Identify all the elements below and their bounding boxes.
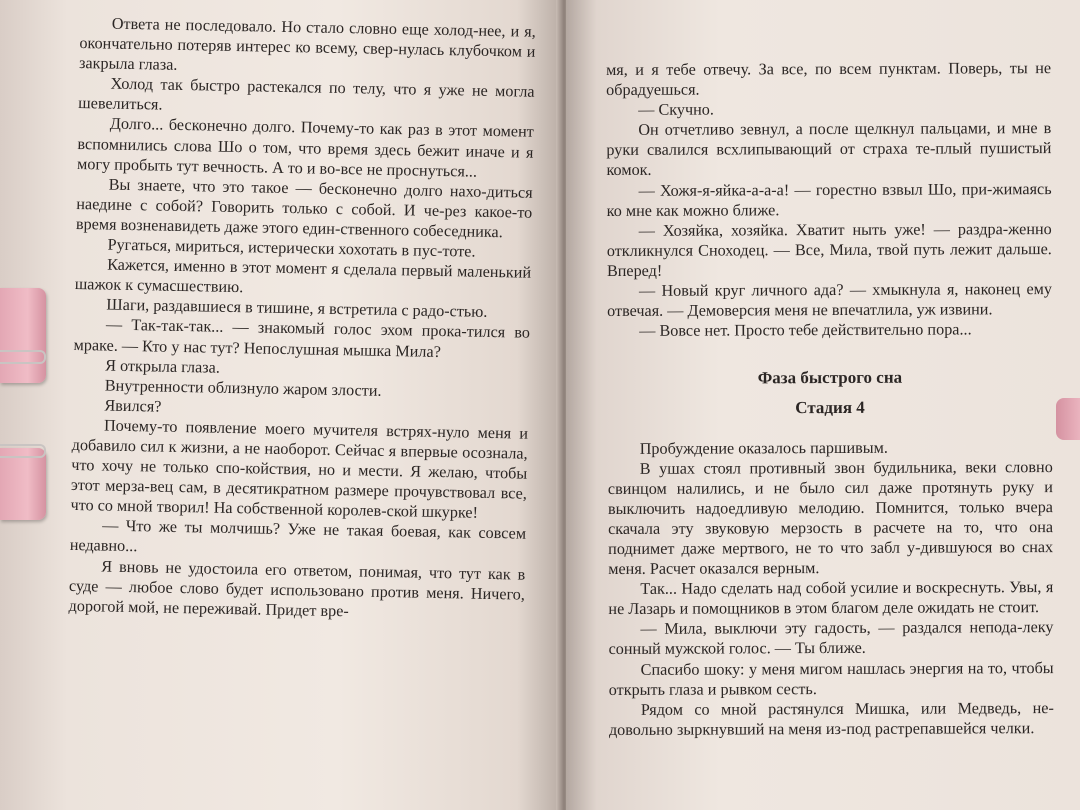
- paragraph: мя, и я тебе отвечу. За все, по всем пунктам. Поверь, ты не обрадуешься.: [606, 59, 1052, 100]
- paragraph: Явился?: [104, 396, 162, 416]
- right-page-text: [606, 58, 1054, 740]
- paragraph: Вы знаете, что это такое — бесконечно долго нахо-диться наедине с собой? Говорить только с собой. И че-рез какое-то время возненавидеть даже этого един-ственного собеседника.: [75, 175, 533, 242]
- paragraph: Кажется, именно в этот момент я сделала первый маленький шажок к сумасшествию.: [74, 255, 532, 297]
- paragraph: — Что же ты молчишь? Уже не такая боевая, как совсем недавно...: [69, 516, 527, 556]
- paragraph: — Вовсе нет. Просто тебе действительно пора...: [639, 320, 972, 341]
- paragraph: — Так-так-так... — знакомый голос эхом прока-тился во мраке. — Кто у нас тут? Непослушная мышка Мила?: [73, 315, 531, 361]
- paragraph: — Хозяйка, хозяйка. Хватит ныть уже! — раздра-женно откликнулся Сноходец. — Все, Мила, твой путь лежит дальше. Вперед!: [606, 219, 1052, 280]
- left-page-text: [68, 13, 535, 624]
- paragraph: Рядом со мной растянулся Мишка, или Медведь, не-довольно зыркнувший на меня из-под растрепавшейся челки.: [608, 698, 1054, 739]
- binder-clip-top: [0, 288, 46, 383]
- paragraph: Пробуждение оказалось паршивым.: [639, 438, 888, 458]
- paragraph: — Новый круг личного ада? — хмыкнула я, наконец ему отвечая. — Демоверсия меня не впечатлила, уж извини.: [607, 280, 1053, 321]
- paragraph: Долго... бесконечно долго. Почему-то как раз в этот момент вспомнились слова Шо о том, что время здесь бежит иначе и я могу пробыть тут вечность. А то и во-все не проснуться...: [76, 115, 534, 181]
- paragraph: — Скучно.: [638, 100, 714, 120]
- chapter-title: Фаза быстрого сна: [757, 368, 903, 388]
- paragraph: Внутренности облизнуло жаром злости.: [104, 376, 382, 400]
- binder-clip-right: [1056, 398, 1080, 440]
- paragraph: Я вновь не удостоила его ответом, понимая, что тут как в суде — любое слово будет использовано против меня. Ничего, дорогой мой, не переживай. Придет вре-: [68, 557, 526, 620]
- paragraph: Холод так быстро растекался по телу, что я уже не могла шевелиться.: [78, 74, 535, 114]
- paragraph: В ушах стоял противный звон будильника, веки словно свинцом налились, и не было сил даже протянуть руку и выключить надоедливую мелодию. Помнится, только вчера скачала эту звуковую мерзость в расчете на то, что она поднимет даже мертвого, не то что забл у-дившуюся во снах меня. Расчет оказался верным.: [607, 457, 1054, 579]
- paragraph: — Хожя-я-яйка-а-а-а! — горестно взвыл Шо, при-жимаясь ко мне как можно ближе.: [606, 179, 1052, 220]
- chapter-subtitle: Стадия 4: [795, 398, 865, 418]
- paragraph: Он отчетливо зевнул, а после щелкнул пальцами, и мне в руки свалился всхлипывающий от страха те-плый пушистый комок.: [606, 119, 1052, 180]
- clip-wire-bottom: [0, 444, 46, 458]
- paragraph: Ругаться, мириться, истерически хохотать в пус-тоте.: [107, 235, 476, 261]
- paragraph: Шаги, раздавшиеся в тишине, я встретила с радо-стью.: [106, 295, 488, 322]
- clip-wire-top: [0, 350, 46, 364]
- paragraph: Почему-то появление моего мучителя встрях-нуло меня и добавило сил к жизни, а не наоборот. Сейчас я впервые осознала, что хочу не только спо-койствия, но и мести. Я желаю, чтобы этот мерза-вец сам, в десятикратном размере прочувствовал все, что со мной творил! На собственной королев-ской шкурке!: [70, 416, 529, 522]
- paragraph: Я открыла глаза.: [105, 356, 221, 377]
- paragraph: Ответа не последовало. Но стало словно еще холод-нее, и я, окончательно потеряв интерес ко всему, свер-нулась клубочком и закрыла глаза.: [78, 14, 536, 75]
- paragraph: Так... Надо сделать над собой усилие и воскреснуть. Увы, я не Лазарь и помощников в этом благом деле ожидать не стоит.: [608, 578, 1054, 619]
- right-page: [566, 0, 1080, 810]
- paragraph: Спасибо шоку: у меня мигом нашлась энергия на то, чтобы открыть глаза и рывком сесть.: [608, 658, 1054, 699]
- paragraph: — Мила, выключи эту гадость, — раздался непода-леку сонный мужской голос. — Ты ближе.: [608, 618, 1054, 659]
- binder-clip-bottom: [0, 448, 46, 520]
